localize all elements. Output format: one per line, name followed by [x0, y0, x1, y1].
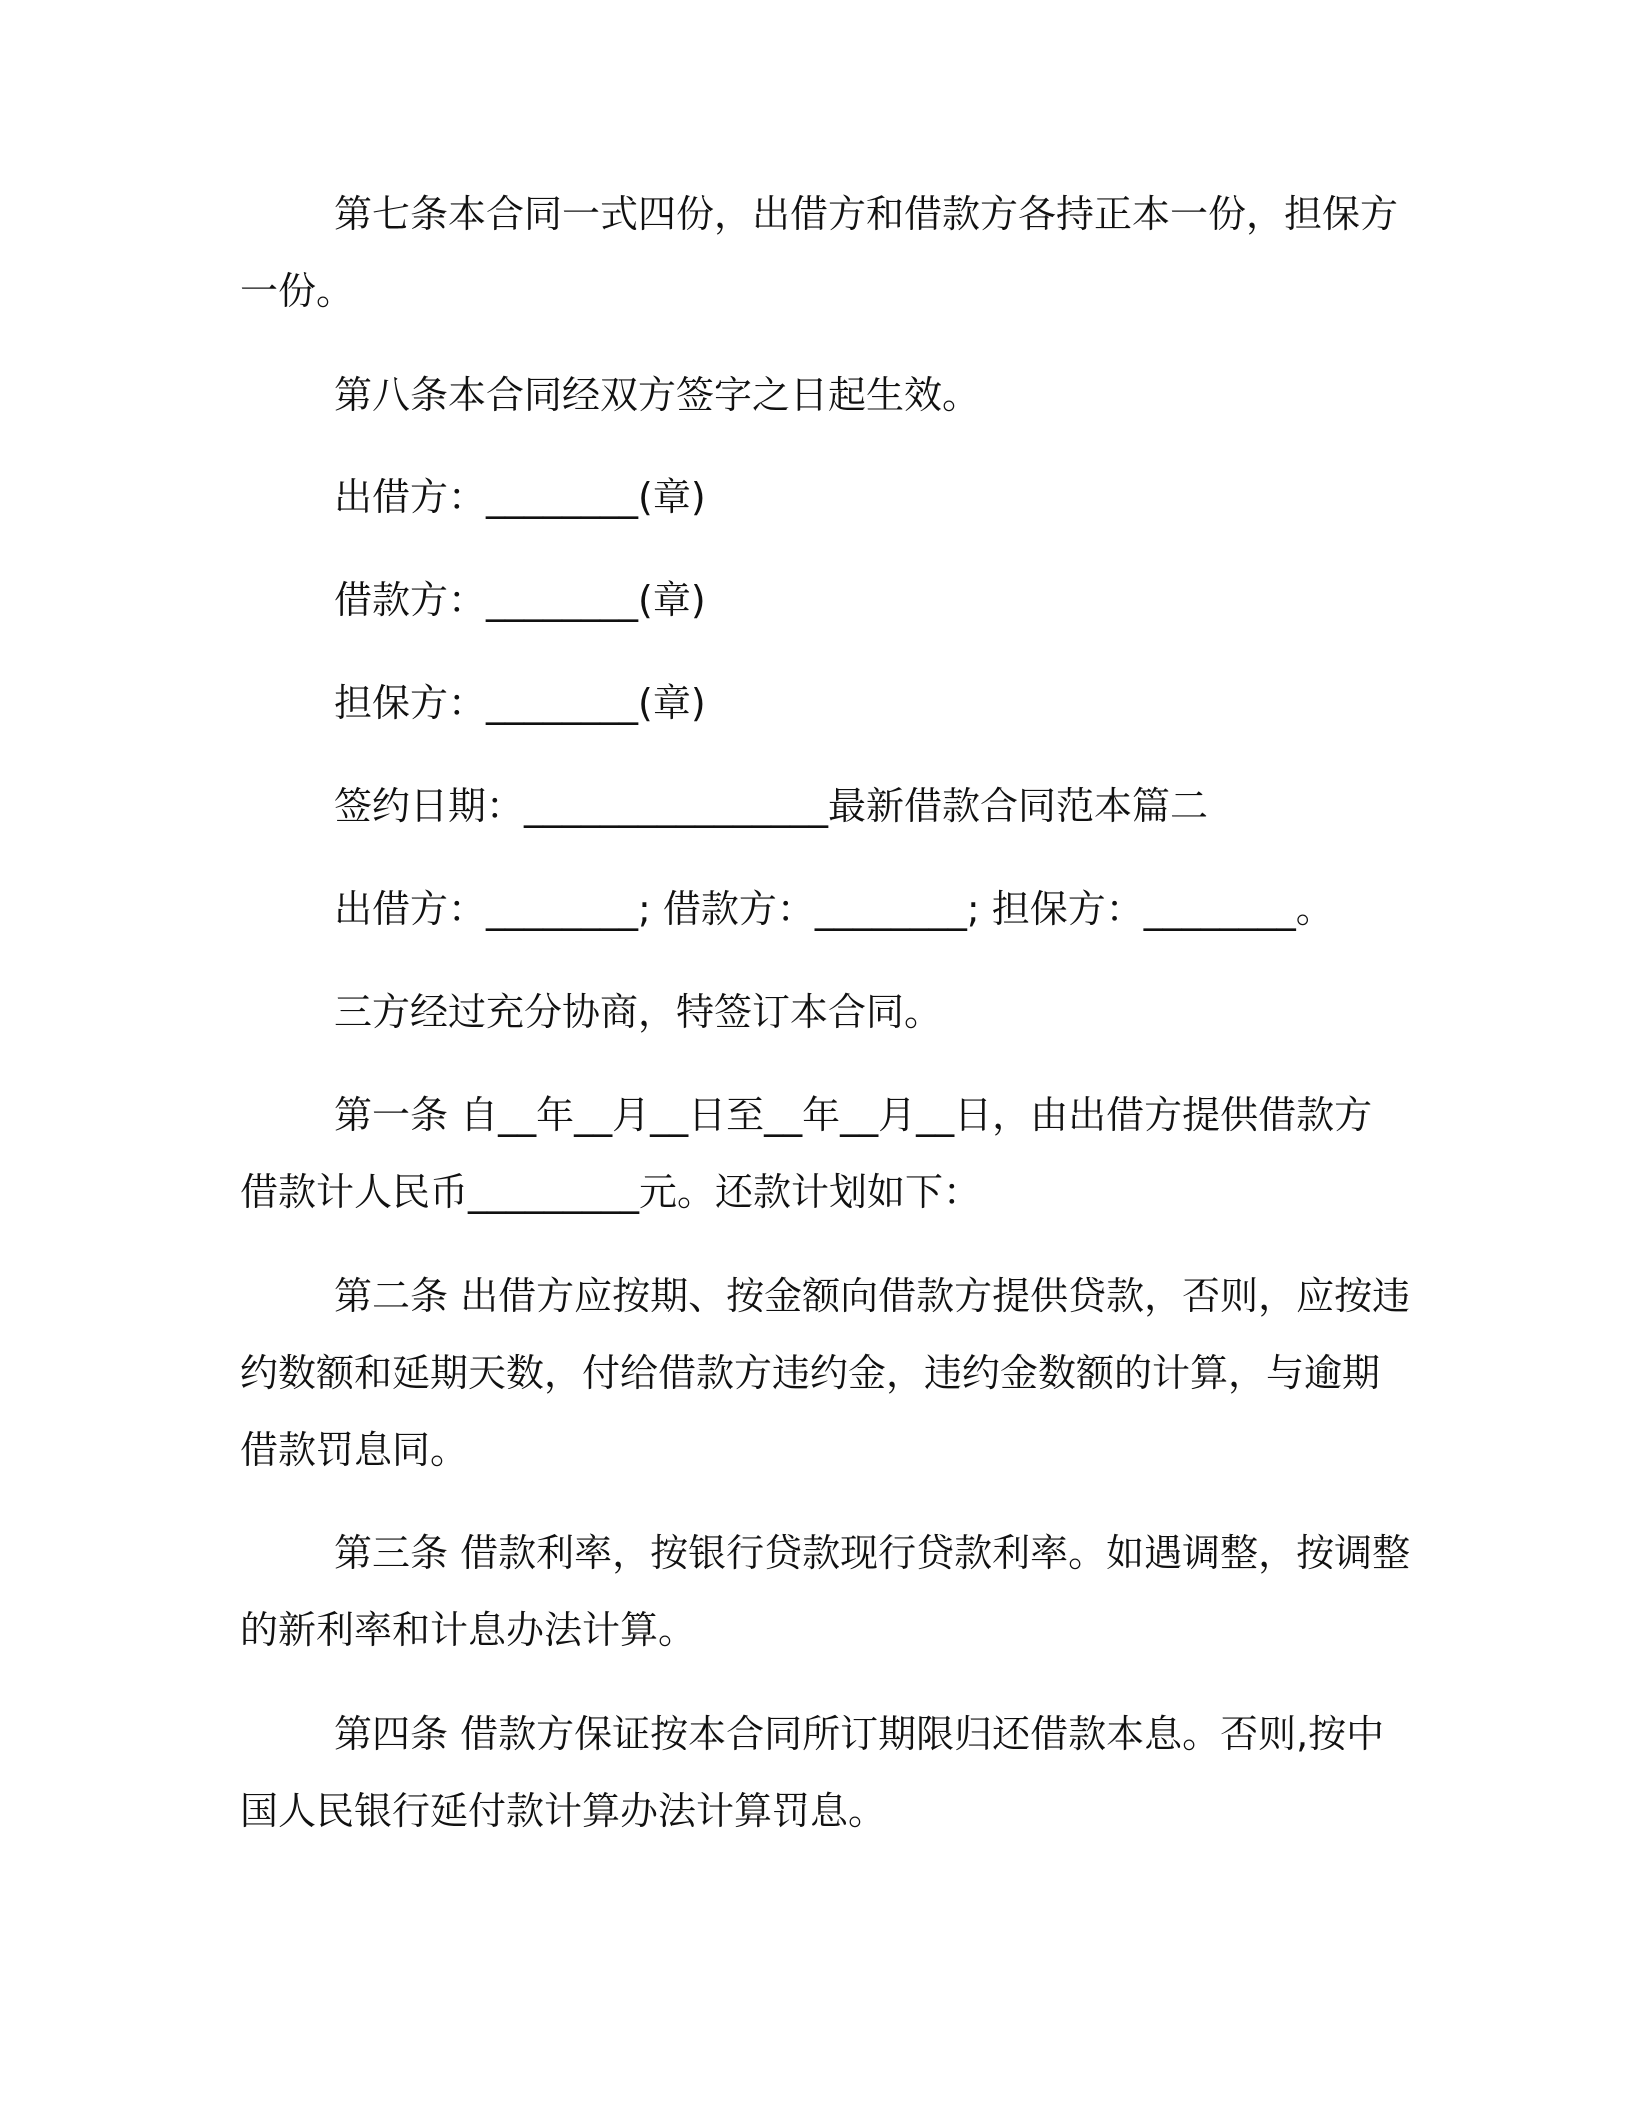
text-line: 出借方：________(章)	[334, 475, 706, 519]
text-line: 国人民银行延付款计算办法计算罚息。	[240, 1789, 887, 1833]
text-line: 第七条本合同一式四份，出借方和借款方各持正本一份，担保方	[334, 192, 1399, 236]
paragraph-intro	[240, 974, 1400, 1051]
paragraph-article-8	[240, 357, 1400, 434]
text-line: 三方经过充分协商，特签订本合同。	[334, 990, 943, 1034]
text-line: 第三条 借款利率，按银行贷款现行贷款利率。如遇调整，按调整	[334, 1531, 1411, 1575]
signing-date-line	[240, 768, 1400, 845]
text-line: 约数额和延期天数，付给借款方违约金，违约金数额的计算，与逾期	[240, 1351, 1381, 1395]
text-line: 第一条 自__年__月__日至__年__月__日，由出借方提供借款方	[334, 1093, 1373, 1137]
text-line: 借款方：________(章)	[334, 578, 706, 622]
text-line: 的新利率和计息办法计算。	[240, 1608, 697, 1652]
text-line: 出借方：________; 借款方：________; 担保方：________。	[334, 887, 1334, 931]
paragraph-article-4	[240, 1696, 1400, 1850]
paragraph-article-7	[240, 176, 1400, 330]
guarantor-signature-line	[240, 665, 1400, 742]
paragraph-article-1	[240, 1077, 1400, 1231]
text-line: 第八条本合同经双方签字之日起生效。	[334, 373, 981, 417]
lender-signature-line	[240, 459, 1400, 536]
paragraph-article-2	[240, 1258, 1411, 1489]
text-line: 借款计人民币_________元。还款计划如下：	[240, 1170, 982, 1214]
paragraph-article-3	[240, 1515, 1411, 1669]
text-line: 一份。	[240, 269, 355, 313]
text-line: 签约日期：________________最新借款合同范本篇二	[334, 784, 1209, 828]
parties-line	[240, 871, 1400, 948]
text-line: 第二条 出借方应按期、按金额向借款方提供贷款，否则，应按违	[334, 1274, 1411, 1318]
borrower-signature-line	[240, 562, 1400, 639]
text-line: 担保方：________(章)	[334, 681, 706, 725]
text-line: 第四条 借款方保证按本合同所订期限归还借款本息。否则,按中	[334, 1712, 1385, 1756]
text-line: 借款罚息同。	[240, 1428, 469, 1472]
